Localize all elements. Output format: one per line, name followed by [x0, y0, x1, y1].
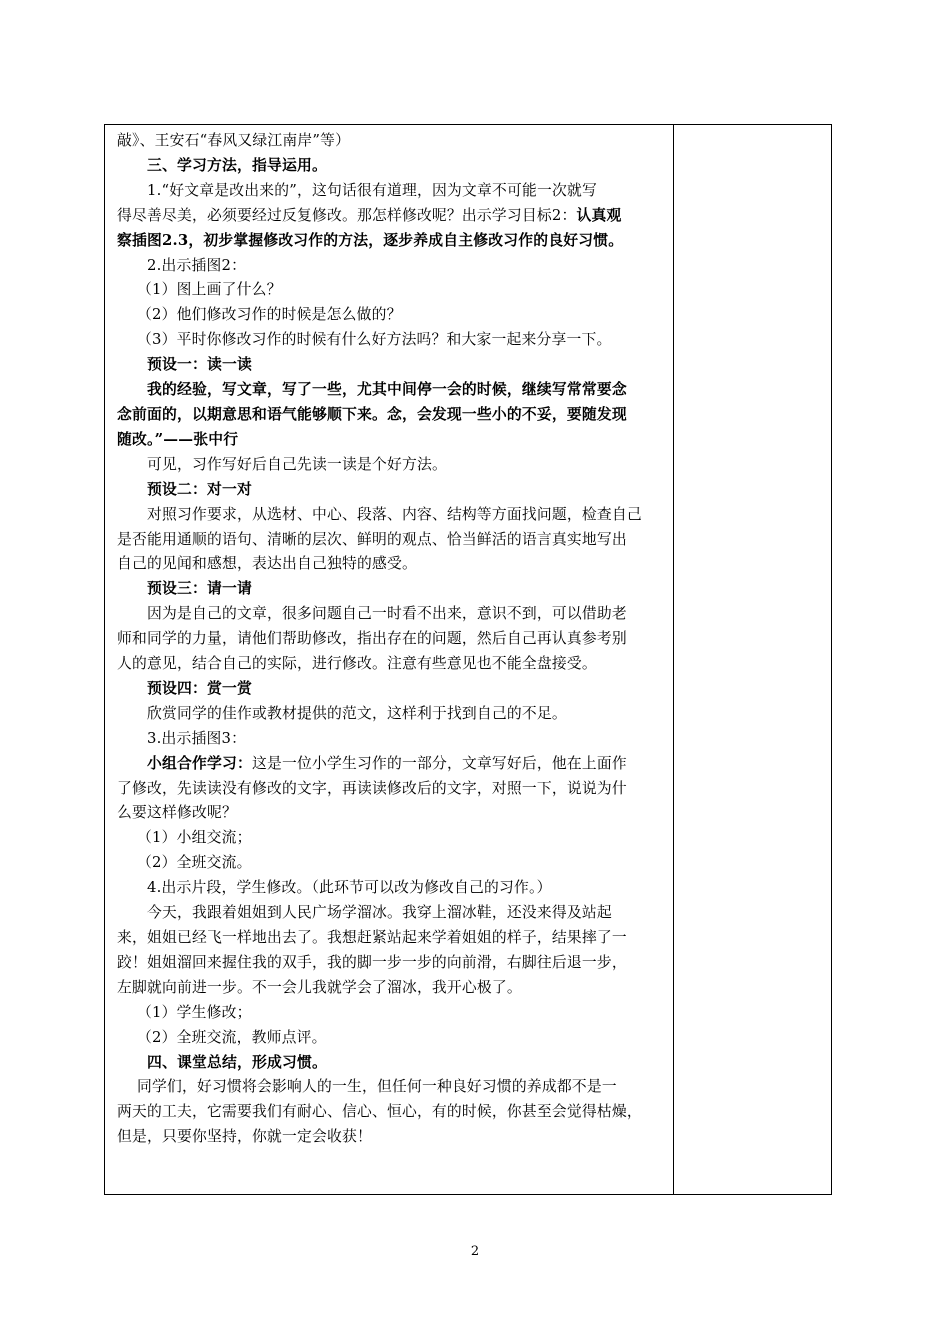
line-text: 么要这样修改呢？ — [117, 804, 237, 822]
text-line — [117, 403, 669, 428]
line-text: （2）他们修改习作的时候是怎么做的？ — [137, 306, 402, 324]
line-text: 预设二：对一对 — [147, 480, 252, 498]
line-text: 随改。”——张中行 — [117, 430, 239, 448]
line-text: 是否能用通顺的语句、清晰的层次、鲜明的观点、恰当鲜活的语言真实地写出 — [117, 530, 627, 548]
text-line — [117, 677, 669, 702]
text-line — [117, 727, 669, 752]
line-text: 人的意见，结合自己的实际，进行修改。注意有些意见也不能全盘接受。 — [117, 655, 597, 673]
text-line — [117, 752, 669, 777]
line-text: 得尽善尽美，必须要经过反复修改。那怎样修改呢？出示学习目标2： — [117, 206, 577, 224]
line-text: 预设一：读一读 — [147, 356, 252, 374]
line-text: 1.“好文章是改出来的”，这句话很有道理，因为文章不可能一次就写 — [147, 181, 597, 199]
text-line — [117, 179, 669, 204]
text-line — [117, 1100, 669, 1125]
line-text: （1）小组交流； — [137, 829, 252, 847]
line-text: 了修改，先读读没有修改的文字，再读读修改后的文字，对照一下，说说为什 — [117, 779, 627, 797]
text-line — [117, 254, 669, 279]
text-line — [117, 353, 669, 378]
line-text: 对照习作要求，从选材、中心、段落、内容、结构等方面找问题，检查自己 — [147, 505, 642, 523]
text-line — [117, 702, 669, 727]
text-line — [117, 876, 669, 901]
text-line — [117, 577, 669, 602]
line-text: 这是一位小学生习作的一部分，文章写好后，他在上面作 — [251, 754, 627, 772]
text-line — [117, 951, 669, 976]
text-line — [117, 826, 669, 851]
text-line — [117, 926, 669, 951]
line-text: 三、学习方法，指导运用。 — [147, 156, 327, 174]
line-text: 欣赏同学的佳作或教材提供的范文，这样利于找到自己的不足。 — [147, 704, 567, 722]
line-text: 预设三：请一请 — [147, 580, 252, 598]
line-text: 左脚就向前进一步。不一会儿我就学会了溜冰，我开心极了。 — [117, 978, 522, 996]
text-line — [117, 328, 669, 353]
line-text: 四、课堂总结，形成习惯。 — [147, 1053, 327, 1071]
text-line — [117, 552, 669, 577]
line-text: 同学们，好习惯将会影响人的一生，但任何一种良好习惯的养成都不是一 — [137, 1078, 617, 1096]
line-text: 预设四：赏一赏 — [147, 679, 252, 697]
text-line — [117, 851, 669, 876]
line-text: 两天的工夫，它需要我们有耐心、信心、恒心，有的时候，你甚至会觉得枯燥， — [117, 1103, 642, 1121]
line-text: 跤！姐姐溜回来握住我的双手，我的脚一步一步的向前滑，右脚往后退一步， — [117, 953, 627, 971]
line-text: 3.出示插图3： — [147, 729, 247, 747]
text-line — [117, 1125, 669, 1150]
line-text: 但是，只要你坚持，你就一定会收获！ — [117, 1128, 372, 1146]
line-text: （2）全班交流，教师点评。 — [137, 1028, 327, 1046]
line-text: 2.出示插图2： — [147, 256, 247, 274]
text-line — [117, 154, 669, 179]
bold-tail: 认真观 — [576, 206, 622, 224]
text-line — [117, 204, 669, 229]
text-line — [117, 278, 669, 303]
line-text: 来，姐姐已经飞一样地出去了。我想赶紧站起来学着姐姐的样子，结果摔了一 — [117, 929, 627, 946]
line-text: （1）图上画了什么？ — [137, 281, 282, 299]
text-line — [117, 801, 669, 826]
bold-lead: 小组合作学习： — [147, 754, 252, 772]
text-line — [117, 1026, 669, 1051]
text-line — [117, 378, 669, 403]
text-line — [117, 602, 669, 627]
text-line — [117, 976, 669, 1001]
line-text: 可见，习作写好后自己先读一读是个好方法。 — [147, 455, 447, 473]
text-line — [117, 229, 669, 254]
line-text: 今天，我跟着姐姐到人民广场学溜冰。我穿上溜冰鞋，还没来得及站起 — [147, 904, 612, 922]
line-text: 因为是自己的文章，很多问题自己一时看不出来，意识不到，可以借助老 — [147, 605, 627, 623]
lesson-content-cell — [117, 129, 669, 1150]
line-text: （2）全班交流。 — [137, 854, 252, 872]
text-line — [117, 528, 669, 553]
text-line — [117, 901, 669, 926]
text-line — [117, 1051, 669, 1076]
line-text: 师和同学的力量，请他们帮助修改，指出存在的问题，然后自己再认真参考别 — [117, 630, 627, 648]
text-line — [117, 777, 669, 802]
line-text: （3）平时你修改习作的时候有什么好方法吗？和大家一起来分享一下。 — [137, 331, 612, 349]
text-line — [117, 627, 669, 652]
text-line — [117, 1001, 669, 1026]
line-text: 自己的见闻和感想，表达出自己独特的感受。 — [117, 555, 417, 573]
text-line — [117, 453, 669, 478]
text-line — [117, 129, 669, 154]
text-line — [117, 303, 669, 328]
column-divider — [673, 125, 674, 1194]
line-text: 敲》、王安石“春风又绿江南岸”等） — [117, 132, 351, 149]
text-line — [117, 1075, 669, 1100]
text-line — [117, 652, 669, 677]
text-line — [117, 428, 669, 453]
line-text: 4.出示片段，学生修改。（此环节可以改为修改自己的习作。） — [147, 879, 552, 897]
line-text: 我的经验，写文章，写了一些，尤其中间停一会的时候，继续写常常要念 — [147, 381, 627, 399]
lesson-plan-table — [104, 124, 832, 1195]
line-text: （1）学生修改； — [137, 1003, 252, 1021]
text-line — [117, 478, 669, 503]
page-number: 2 — [470, 1244, 480, 1259]
line-text: 察插图2.3，初步掌握修改习作的方法，逐步养成自主修改习作的良好习惯。 — [117, 231, 624, 249]
line-text: 念前面的，以期意思和语气能够顺下来。念，会发现一些小的不妥，要随发现 — [117, 405, 627, 423]
text-line — [117, 503, 669, 528]
